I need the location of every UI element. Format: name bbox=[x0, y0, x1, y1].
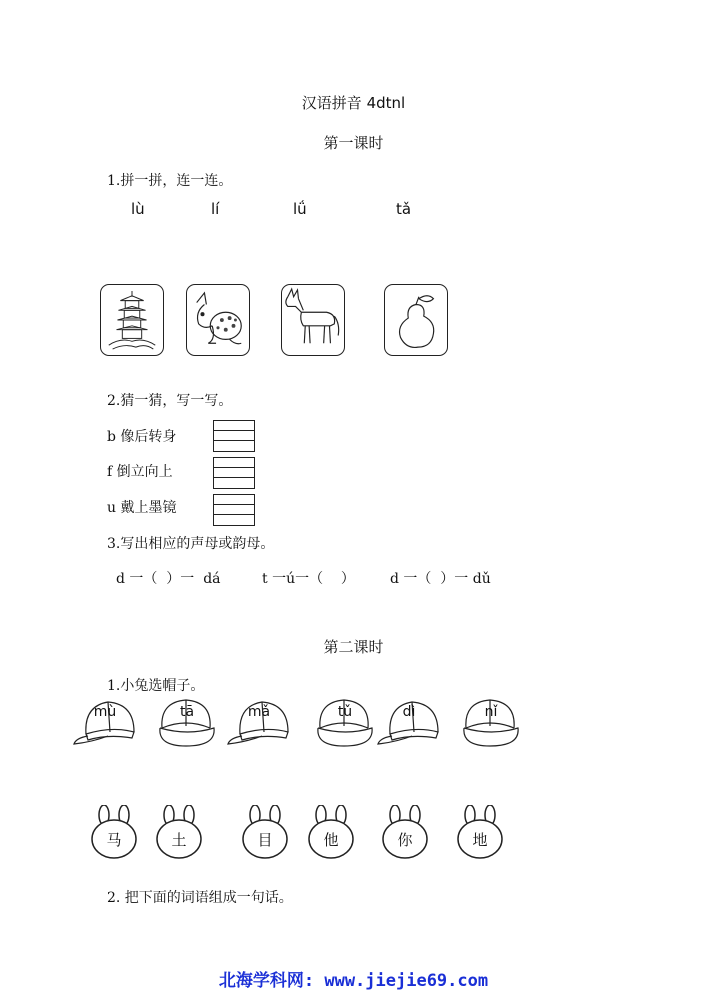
cap-di[interactable] bbox=[376, 696, 454, 750]
pear-icon bbox=[385, 285, 447, 355]
lesson-2-question-1: 1.小兔选帽子。 bbox=[107, 678, 205, 694]
cap-mu[interactable] bbox=[72, 696, 150, 750]
bunny-character: 他 bbox=[323, 831, 339, 849]
cap-label: tā bbox=[179, 704, 195, 720]
cap-label: mù bbox=[93, 704, 117, 720]
bunny-tu[interactable] bbox=[154, 805, 204, 861]
writing-grid[interactable] bbox=[213, 420, 255, 452]
bunny-character: 你 bbox=[397, 831, 413, 849]
lesson-2-heading: 第二课时 bbox=[323, 638, 384, 656]
cap-label: dì bbox=[402, 704, 416, 720]
footer-watermark: 北海学科网: www.jiejie69.com bbox=[218, 971, 489, 991]
pagoda-icon bbox=[101, 285, 163, 355]
pinyin-lu: lù bbox=[131, 200, 145, 218]
picture-card-donkey[interactable] bbox=[281, 284, 345, 356]
cap-ma[interactable] bbox=[226, 696, 304, 750]
donkey-icon bbox=[282, 285, 344, 355]
lesson-1-heading: 第一课时 bbox=[323, 134, 384, 152]
cap-label: tǔ bbox=[337, 704, 353, 720]
picture-card-deer[interactable] bbox=[186, 284, 250, 356]
fill-blank-item[interactable]: d 一（ ）一 dá bbox=[116, 571, 221, 587]
bunny-di[interactable] bbox=[455, 805, 505, 861]
riddle-f: f 倒立向上 bbox=[107, 464, 173, 480]
pinyin-ta: tǎ bbox=[396, 200, 412, 218]
bunny-ta[interactable] bbox=[306, 805, 356, 861]
bunny-character: 地 bbox=[472, 831, 488, 849]
bunny-ma[interactable] bbox=[89, 805, 139, 861]
lesson-2-question-2: 2. 把下面的词语组成一句话。 bbox=[107, 890, 293, 906]
bunny-character: 目 bbox=[257, 831, 273, 849]
writing-grid[interactable] bbox=[213, 457, 255, 489]
lesson-1-question-3: 3.写出相应的声母或韵母。 bbox=[107, 536, 275, 552]
page-title: 汉语拼音 4dtnl bbox=[301, 94, 406, 112]
bunny-character: 马 bbox=[106, 831, 122, 849]
pinyin-li: lí bbox=[211, 200, 220, 218]
bunny-character: 土 bbox=[171, 831, 187, 849]
bunny-mu[interactable] bbox=[240, 805, 290, 861]
cap-ta[interactable] bbox=[154, 696, 232, 750]
picture-card-pear[interactable] bbox=[384, 284, 448, 356]
fill-blank-item[interactable]: t 一ú一（ ） bbox=[262, 571, 355, 587]
cap-ni[interactable] bbox=[458, 696, 536, 750]
writing-grid[interactable] bbox=[213, 494, 255, 526]
fill-blank-item[interactable]: d 一（ ）一 dǔ bbox=[390, 571, 491, 587]
picture-card-pagoda[interactable] bbox=[100, 284, 164, 356]
lesson-1-question-1: 1.拼一拼，连一连。 bbox=[107, 173, 233, 189]
pinyin-lv: lǘ bbox=[293, 200, 307, 218]
riddle-u: u 戴上墨镜 bbox=[107, 500, 177, 516]
cap-label: mǎ bbox=[247, 704, 271, 720]
riddle-b: b 像后转身 bbox=[107, 429, 177, 445]
lesson-1-question-2: 2.猜一猜，写一写。 bbox=[107, 393, 233, 409]
deer-icon bbox=[187, 285, 249, 355]
cap-label: nǐ bbox=[484, 704, 498, 720]
bunny-ni[interactable] bbox=[380, 805, 430, 861]
